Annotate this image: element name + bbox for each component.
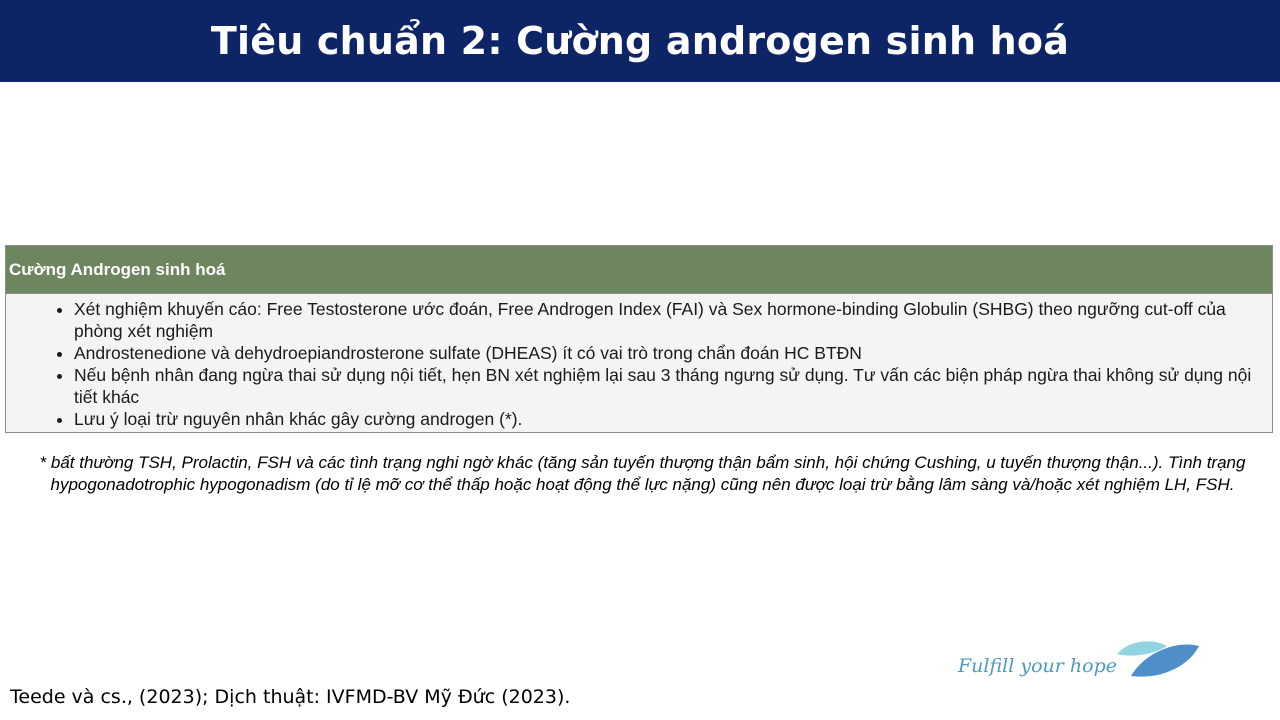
criteria-list-item: • Lưu ý loại trừ nguyên nhân khác gây cường androgen (*).	[74, 408, 1252, 430]
criteria-list-item: • Xét nghiệm khuyến cáo: Free Testosterone ước đoán, Free Androgen Index (FAI) và Sex hormone-binding Globulin (SHBG) theo ngưỡng cut-off của phòng xét nghiệm	[74, 298, 1252, 342]
criteria-list-item: • Nếu bệnh nhân đang ngừa thai sử dụng nội tiết, hẹn BN xét nghiệm lại sau 3 tháng ngưng sử dụng. Tư vấn các biện pháp ngừa thai không sử dụng nội tiết khác	[74, 364, 1252, 408]
criteria-box-header	[6, 246, 1272, 294]
citation: Teede và cs., (2023); Dịch thuật: IVFMD-BV Mỹ Đức (2023).	[10, 686, 571, 708]
logo	[955, 636, 1205, 686]
title-bar	[0, 0, 1280, 82]
slide-title: Tiêu chuẩn 2: Cường androgen sinh hoá	[210, 19, 1070, 63]
criteria-list-item: • Androstenedione và dehydroepiandrosterone sulfate (DHEAS) ít có vai trò trong chẩn đoán HC BTĐN	[74, 342, 1252, 364]
criteria-list	[6, 294, 1272, 430]
criteria-box-header-text: Cường Androgen sinh hoá	[9, 259, 226, 279]
logo-tagline: Fulfill your hope	[958, 655, 1117, 677]
footnote: * bất thường TSH, Prolactin, FSH và các tình trạng nghi ngờ khác (tăng sản tuyến thượng thận bẩm sinh, hội chứng Cushing, u tuyến thượng thận...). Tình trạng hypogonadotrophic hypogonadism (do tỉ lệ mỡ cơ thể thấp hoặc hoạt động thể lực nặng) cũng nên được loại trừ bằng lâm sàng và/hoặc xét nghiệm LH, FSH.	[39, 453, 1246, 494]
leaves-logo-icon	[1115, 636, 1201, 680]
criteria-box	[5, 245, 1273, 433]
